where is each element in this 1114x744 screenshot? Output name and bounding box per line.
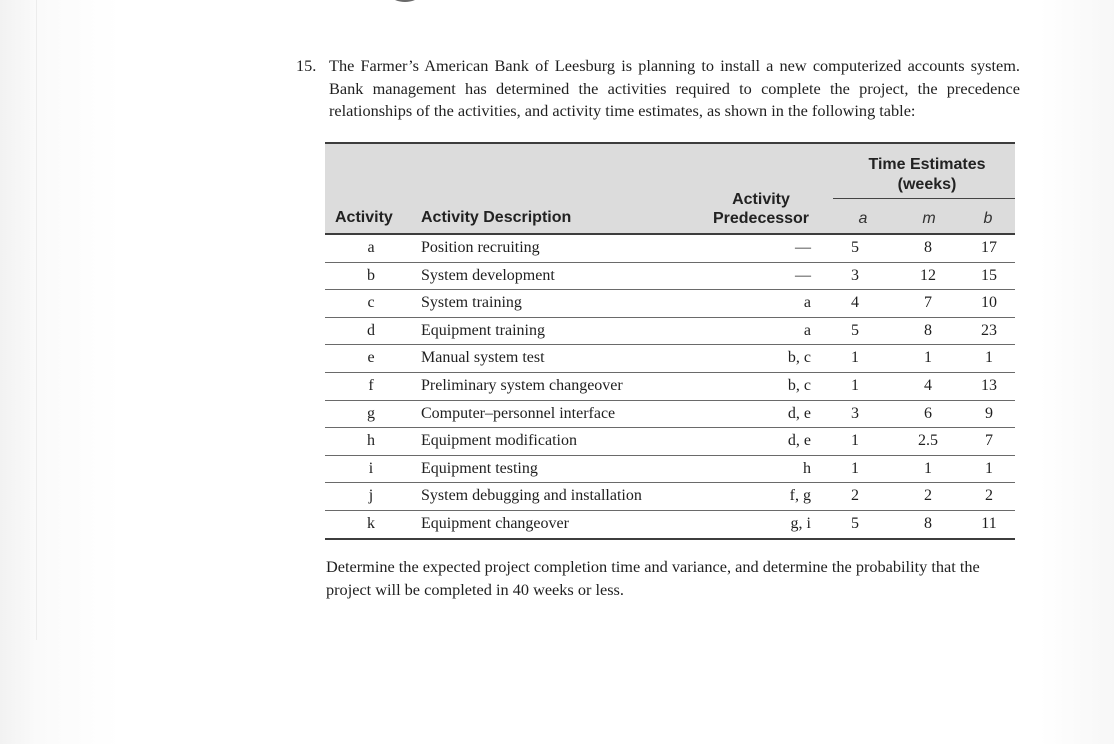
cell-m: 1 [924,459,932,477]
cell-m: 1 [924,349,932,367]
cell-activity: g [367,404,375,422]
cell-b: 2 [985,487,993,505]
conclusion-text: Determine the expected project completion time and variance, and determine the probability that the project will be completed in 40 weeks or less. [326,557,980,599]
cell-a: 4 [851,294,859,312]
cell-m: 8 [924,321,932,339]
cell-activity: d [367,321,375,339]
activity-table [325,142,1015,532]
page-edge-shadow [36,0,37,640]
cell-description: Equipment testing [421,459,538,477]
cell-predecessor: d, e [787,432,811,450]
cell-a: 1 [851,376,859,394]
cell-a: 5 [851,514,859,532]
cell-predecessor: a [803,294,811,312]
cell-predecessor: b, c [787,376,811,394]
problem-number: 15. [296,56,317,75]
table-header [325,142,1015,235]
cell-a: 3 [851,266,859,284]
cell-activity: h [367,432,375,450]
cell-m: 2 [924,487,932,505]
table-row [325,401,1015,429]
cell-m: 6 [924,404,932,422]
cell-b: 13 [981,376,997,394]
cell-a: 1 [851,459,859,477]
cell-description: System debugging and installation [421,487,642,505]
cell-m: 4 [924,376,932,394]
cell-a: 5 [851,321,859,339]
cell-activity: f [368,376,374,394]
cell-m: 8 [924,239,932,256]
cell-predecessor: — [795,239,811,256]
cell-b: 10 [981,294,997,312]
cell-activity: i [368,459,374,477]
table-row [325,318,1015,346]
table-row [325,345,1015,373]
cell-b: 17 [981,239,997,256]
cell-m: 7 [924,294,932,312]
table-row [325,483,1015,511]
header-activity: Activity [335,209,393,226]
cell-m: 12 [920,266,936,284]
cell-predecessor: a [803,321,811,339]
cell-predecessor: g, i [790,514,811,532]
cell-b: 9 [985,404,993,422]
header-m: m [922,210,936,227]
cell-description: Equipment changeover [421,514,569,532]
header-time-estimates: Time Estimates (weeks) [868,156,986,193]
table-row [325,290,1015,318]
cell-predecessor: b, c [787,349,811,367]
cell-description: System development [421,266,555,284]
table-row [325,373,1015,401]
time-estimates-rule [833,198,1015,199]
problem-text: The Farmer’s American Bank of Leesburg is planning to install a new computerized accounts system. Bank management has determined the activities required to complete the project, the precedence relationships of the activities, and activity time estimates, as shown in the following table: [329,56,1020,120]
table-row [325,456,1015,484]
table-row [325,511,1015,540]
table-row [325,263,1015,291]
problem-statement [296,55,1020,123]
cell-activity: k [367,514,375,532]
cell-b: 23 [981,321,997,339]
cell-a: 2 [851,487,859,505]
header-b: b [983,210,993,227]
cell-predecessor: d, e [787,404,811,422]
table-row [325,235,1015,263]
cell-b: 11 [981,514,997,532]
cell-description: Equipment modification [421,432,577,450]
cell-b: 15 [981,266,997,284]
header-a: a [858,210,868,227]
cell-a: 1 [851,349,859,367]
cell-b: 1 [985,459,993,477]
cell-description: Position recruiting [421,239,540,256]
cell-predecessor: f, g [789,487,811,505]
cell-description: Computer–personnel interface [421,404,616,422]
cell-activity: e [367,349,375,367]
cell-description: Equipment training [421,321,545,339]
cell-a: 3 [851,404,859,422]
cell-a: 5 [851,239,859,256]
cell-b: 7 [985,432,993,450]
table-body [325,235,1015,540]
cell-b: 1 [985,349,993,367]
header-predecessor: Activity Predecessor [712,191,810,227]
cell-description: System training [421,294,522,312]
cell-activity: a [367,239,375,256]
cell-predecessor: — [795,266,811,284]
cell-activity: b [367,266,375,284]
cell-activity: c [367,294,375,312]
header-description: Activity Description [421,209,572,226]
cell-predecessor: h [803,459,811,477]
cell-description: Preliminary system changeover [421,376,623,394]
cell-description: Manual system test [421,349,545,367]
cell-m: 8 [924,514,932,532]
cell-m: 2.5 [918,432,938,450]
table-row [325,428,1015,456]
cell-a: 1 [851,432,859,450]
cell-activity: j [368,487,374,505]
